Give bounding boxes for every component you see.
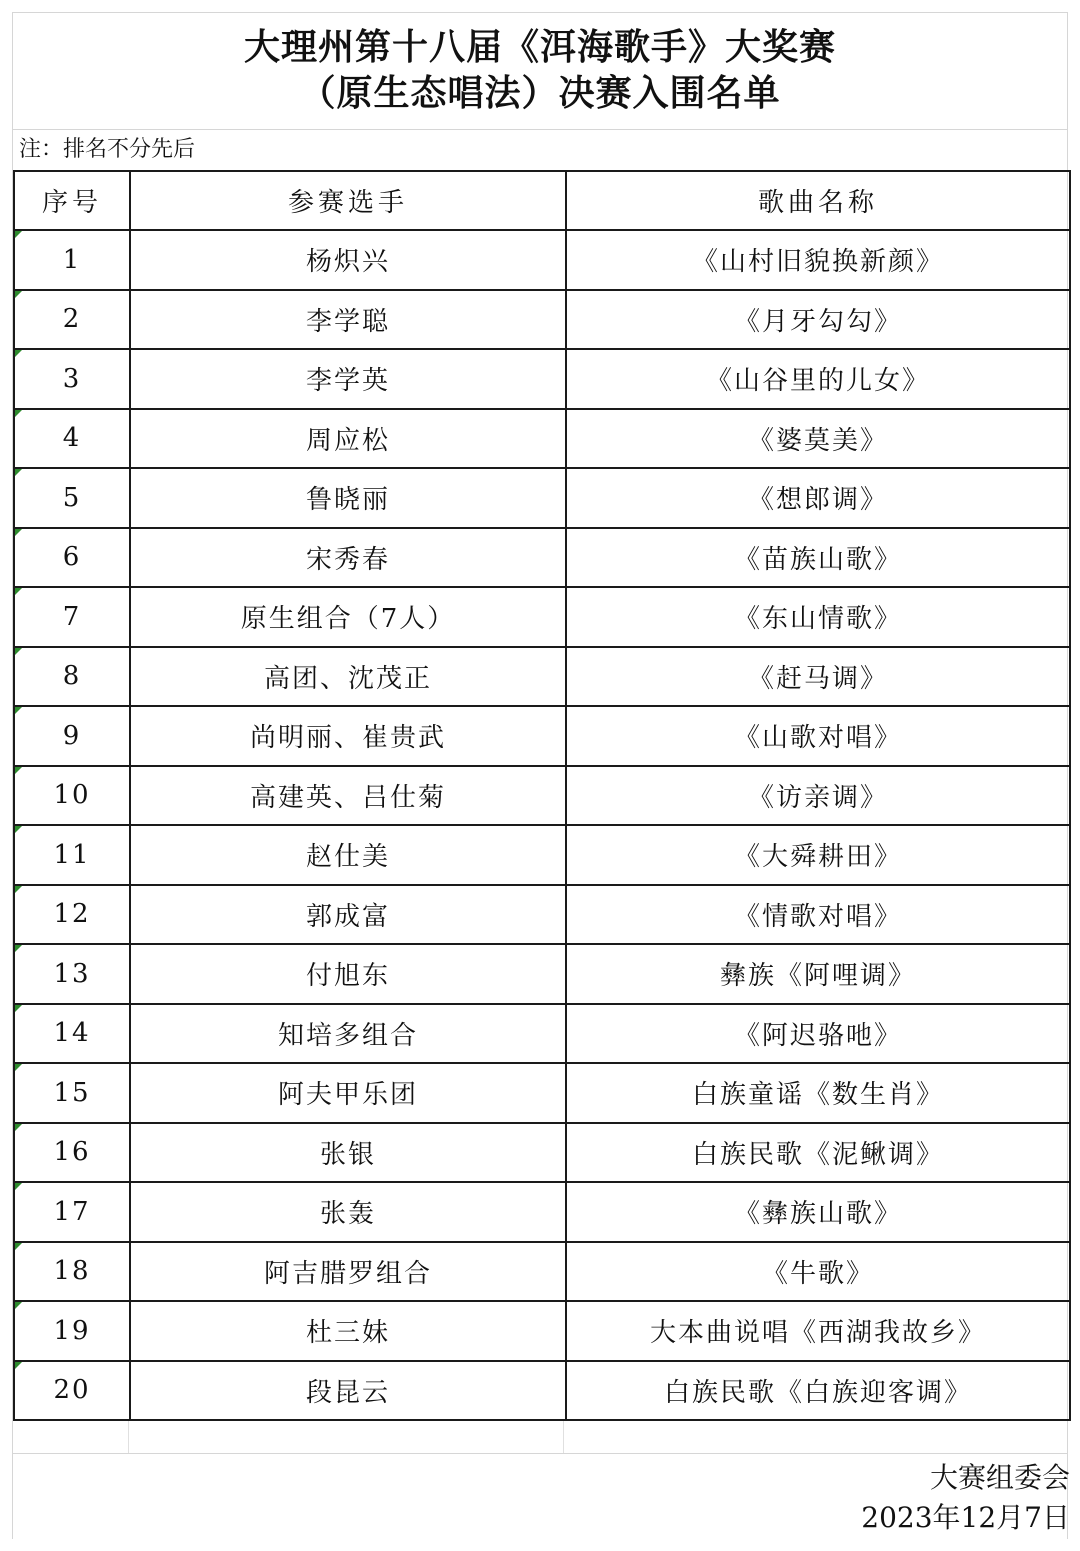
table-row <box>14 468 1070 528</box>
contestant-name: 李学英 <box>130 349 566 409</box>
table-row <box>14 587 1070 647</box>
table-row <box>14 885 1070 945</box>
song-title: 《牛歌》 <box>566 1242 1070 1302</box>
contestant-name: 段昆云 <box>130 1361 566 1421</box>
song-title: 白族童谣《数生肖》 <box>566 1063 1070 1123</box>
song-title: 《东山情歌》 <box>566 587 1070 647</box>
row-number: 2 <box>14 290 130 350</box>
song-title: 《山谷里的儿女》 <box>566 349 1070 409</box>
table-row <box>14 1123 1070 1183</box>
table-row <box>14 1242 1070 1302</box>
ranking-note: 注：排名不分先后 <box>19 137 196 162</box>
contestant-name: 张银 <box>130 1123 566 1183</box>
contestant-name: 赵仕美 <box>130 825 566 885</box>
row-number: 14 <box>14 1004 130 1064</box>
contestant-name: 杨炽兴 <box>130 230 566 290</box>
table-row <box>14 1182 1070 1242</box>
song-title: 《情歌对唱》 <box>566 885 1070 945</box>
song-title: 白族民歌《白族迎客调》 <box>566 1361 1070 1421</box>
row-number: 5 <box>14 468 130 528</box>
contestant-name: 杜三妹 <box>130 1301 566 1361</box>
table-row <box>14 1361 1070 1421</box>
table-row <box>14 706 1070 766</box>
row-number: 9 <box>14 706 130 766</box>
row-number: 13 <box>14 944 130 1004</box>
contestant-name: 阿吉腊罗组合 <box>130 1242 566 1302</box>
title-block <box>13 13 1067 130</box>
song-title: 《阿迟骆吔》 <box>566 1004 1070 1064</box>
contestant-name: 高团、沈茂正 <box>130 647 566 707</box>
song-title: 《月牙勾勾》 <box>566 290 1070 350</box>
row-number: 12 <box>14 885 130 945</box>
table-row <box>14 1301 1070 1361</box>
contestant-name: 阿夫甲乐团 <box>130 1063 566 1123</box>
table-row <box>14 1004 1070 1064</box>
document-sheet <box>12 12 1068 1539</box>
contestant-name: 原生组合（7人） <box>130 587 566 647</box>
table-row <box>14 349 1070 409</box>
song-title: 彝族《阿哩调》 <box>566 944 1070 1004</box>
song-title: 《想郎调》 <box>566 468 1070 528</box>
blank-row <box>13 1421 1067 1454</box>
table-row <box>14 230 1070 290</box>
page-title: 大理州第十八届《洱海歌手》大奖赛 <box>243 27 836 68</box>
row-number: 6 <box>14 528 130 588</box>
song-title: 《彝族山歌》 <box>566 1182 1070 1242</box>
finalist-table <box>13 170 1071 1421</box>
table-row <box>14 825 1070 885</box>
contestant-name: 李学聪 <box>130 290 566 350</box>
row-number: 19 <box>14 1301 130 1361</box>
contestant-name: 张轰 <box>130 1182 566 1242</box>
header-contestant: 参赛选手 <box>130 171 566 230</box>
row-number: 15 <box>14 1063 130 1123</box>
contestant-name: 周应松 <box>130 409 566 469</box>
row-number: 18 <box>14 1242 130 1302</box>
table-row <box>14 944 1070 1004</box>
song-title: 《赶马调》 <box>566 647 1070 707</box>
row-number: 17 <box>14 1182 130 1242</box>
header-number: 序号 <box>14 171 130 230</box>
song-title: 白族民歌《泥鳅调》 <box>566 1123 1070 1183</box>
row-number: 7 <box>14 587 130 647</box>
song-title: 《大舜耕田》 <box>566 825 1070 885</box>
row-number: 10 <box>14 766 130 826</box>
contestant-name: 尚明丽、崔贵武 <box>130 706 566 766</box>
table-row <box>14 647 1070 707</box>
row-number: 11 <box>14 825 130 885</box>
song-title: 《山歌对唱》 <box>566 706 1070 766</box>
table-row <box>14 290 1070 350</box>
row-number: 20 <box>14 1361 130 1421</box>
row-number: 1 <box>14 230 130 290</box>
contestant-name: 宋秀春 <box>130 528 566 588</box>
song-title: 《婆莫美》 <box>566 409 1070 469</box>
table-header-row <box>14 171 1070 230</box>
table-row <box>14 1063 1070 1123</box>
issue-date: 2023年12月7日 <box>861 1501 1070 1534</box>
contestant-name: 郭成富 <box>130 885 566 945</box>
contestant-name: 知培多组合 <box>130 1004 566 1064</box>
song-title: 《访亲调》 <box>566 766 1070 826</box>
row-number: 8 <box>14 647 130 707</box>
song-title: 《山村旧貌换新颜》 <box>566 230 1070 290</box>
song-title: 大本曲说唱《西湖我故乡》 <box>566 1301 1070 1361</box>
song-title: 《苗族山歌》 <box>566 528 1070 588</box>
table-row <box>14 766 1070 826</box>
footer <box>861 1458 1070 1538</box>
contestant-name: 鲁晓丽 <box>130 468 566 528</box>
row-number: 4 <box>14 409 130 469</box>
table-row <box>14 409 1070 469</box>
table-row <box>14 528 1070 588</box>
header-song: 歌曲名称 <box>566 171 1070 230</box>
page-subtitle: （原生态唱法）决赛入围名单 <box>299 73 781 114</box>
row-number: 3 <box>14 349 130 409</box>
organizer-label: 大赛组委会 <box>929 1461 1070 1494</box>
contestant-name: 高建英、吕仕菊 <box>130 766 566 826</box>
contestant-name: 付旭东 <box>130 944 566 1004</box>
row-number: 16 <box>14 1123 130 1183</box>
